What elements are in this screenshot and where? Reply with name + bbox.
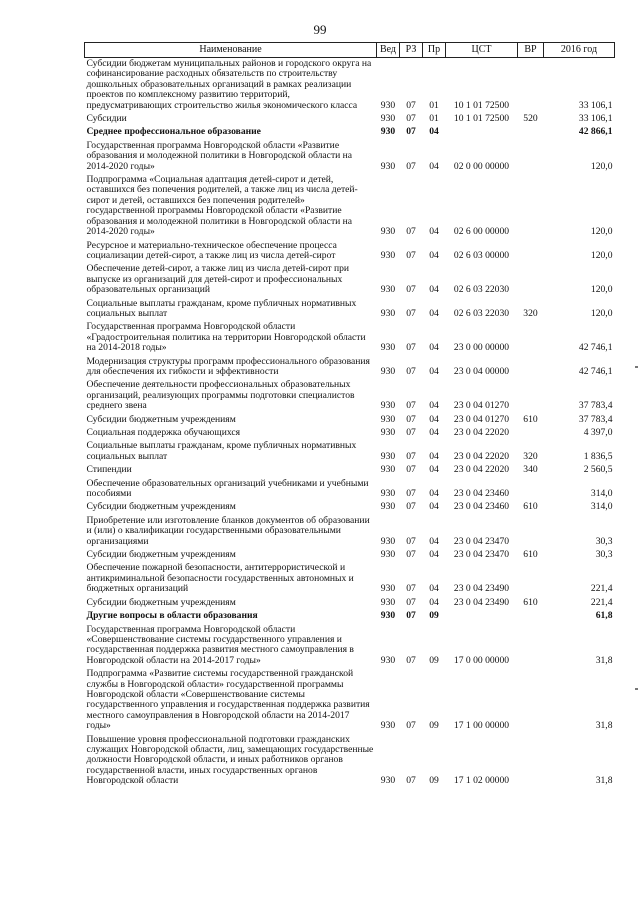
table-header xyxy=(85,43,615,58)
cell-ved: 930 xyxy=(380,413,396,425)
cell-vr xyxy=(518,140,544,174)
cell-ved: 930 xyxy=(380,400,396,412)
cell-cst: 02 6 03 22030 xyxy=(453,307,510,319)
cell-pr: 04 xyxy=(429,160,439,172)
cell-pr: 04 xyxy=(429,583,439,595)
cell-name: Субсидии бюджетным учреждениям xyxy=(86,413,236,425)
cell-cst: 23 0 04 23490 xyxy=(453,583,510,595)
cell-ved: 930 xyxy=(380,464,396,476)
cell-sum: 31,8 xyxy=(595,720,613,732)
cell-ved: 930 xyxy=(380,226,396,238)
cell-name: Субсидии бюджетам муниципальных районов и городского округа на софинансирование расходных обязательств по строительству дошкольных образовательных организаций в рамках реализации проектов по комплексному развитию территорий, предусматривающих строительство жилья экономического класса xyxy=(86,58,372,111)
cell-rz: 07 xyxy=(406,535,416,547)
cell-vr: 610 xyxy=(523,549,538,561)
header-pr: Пр xyxy=(423,43,446,58)
cell-sum: 30,3 xyxy=(595,535,613,547)
cell-sum: 120,0 xyxy=(590,249,613,261)
cell-rz: 07 xyxy=(406,501,416,513)
cell-rz: 07 xyxy=(406,284,416,296)
cell-ved: 930 xyxy=(380,501,396,513)
cell-name: Среднее профессиональное образование xyxy=(86,126,261,138)
cell-rz: 07 xyxy=(406,488,416,500)
cell-ved: 930 xyxy=(380,365,396,377)
cell-vr xyxy=(518,478,544,502)
cell-cst: 10 1 01 72500 xyxy=(453,113,510,125)
page-number: 99 xyxy=(313,22,327,37)
table-row xyxy=(85,58,615,114)
cell-cst: 02 6 03 00000 xyxy=(453,249,510,261)
header-ved: Вед xyxy=(377,43,400,58)
cell-pr: 04 xyxy=(429,464,439,476)
cell-vr: 520 xyxy=(523,113,538,125)
table-row xyxy=(85,610,615,623)
cell-sum: 31,8 xyxy=(595,654,613,666)
table-row xyxy=(85,113,615,126)
cell-vr xyxy=(518,668,544,733)
cell-pr: 04 xyxy=(429,226,439,238)
cell-cst: 17 0 00 00000 xyxy=(453,654,510,666)
table-row xyxy=(85,501,615,514)
cell-vr xyxy=(518,562,544,596)
cell-ved: 930 xyxy=(380,307,396,319)
cell-pr: 01 xyxy=(429,99,439,111)
cell-cst: 23 0 04 23470 xyxy=(453,535,510,547)
cell-cst xyxy=(446,126,518,139)
cell-ved: 930 xyxy=(380,488,396,500)
cell-ved: 930 xyxy=(380,284,396,296)
cell-ved: 930 xyxy=(380,610,396,622)
cell-rz: 07 xyxy=(406,99,416,111)
cell-rz: 07 xyxy=(406,126,416,138)
cell-cst: 23 0 00 00000 xyxy=(453,342,510,354)
cell-vr xyxy=(518,263,544,297)
cell-sum: 314,0 xyxy=(590,488,613,500)
cell-name: Обеспечение деятельности профессиональных образовательных организаций, реализующих программы подготовки специалистов среднего звена xyxy=(86,379,355,412)
cell-vr: 610 xyxy=(523,413,538,425)
cell-cst: 23 0 04 22020 xyxy=(453,427,510,438)
cell-pr: 04 xyxy=(429,365,439,377)
cell-pr: 04 xyxy=(429,284,439,296)
cell-ved: 930 xyxy=(380,113,396,125)
cell-name: Подпрограмма «Социальная адаптация детей-сирот и детей, оставшихся без попечения родителей, а также лиц из числа детей-сирот и детей, оставшихся без попечения родителей» государственной программы Новгородской области «Развитие образования и молодежной политики в Новгородской области на 2014-2020 годы» xyxy=(86,174,358,238)
cell-pr: 04 xyxy=(429,307,439,319)
cell-name: Социальные выплаты гражданам, кроме публичных нормативных социальных выплат xyxy=(86,297,357,319)
cell-vr: 320 xyxy=(523,450,538,462)
cell-sum: 61,8 xyxy=(595,610,613,622)
budget-table xyxy=(84,42,615,789)
cell-cst: 23 0 04 23470 xyxy=(453,549,510,561)
table-row xyxy=(85,298,615,322)
cell-rz: 07 xyxy=(406,113,416,125)
table-row xyxy=(85,562,615,596)
margin-mark xyxy=(635,688,638,690)
table-row xyxy=(85,624,615,669)
cell-sum: 42 746,1 xyxy=(578,342,613,354)
cell-cst: 23 0 04 22020 xyxy=(453,464,510,476)
cell-sum: 4 397,0 xyxy=(583,427,613,438)
cell-rz: 07 xyxy=(406,342,416,354)
cell-pr: 04 xyxy=(429,488,439,500)
cell-vr xyxy=(518,174,544,239)
cell-pr: 09 xyxy=(429,775,439,787)
cell-pr: 04 xyxy=(429,501,439,513)
header-name: Наименование xyxy=(85,43,377,58)
cell-rz: 07 xyxy=(406,413,416,425)
cell-sum: 221,4 xyxy=(590,583,613,595)
cell-sum: 33 106,1 xyxy=(578,99,613,111)
cell-cst: 17 1 02 00000 xyxy=(453,775,510,787)
cell-vr: 320 xyxy=(523,307,538,319)
cell-pr: 04 xyxy=(429,400,439,412)
cell-vr xyxy=(518,624,544,669)
cell-ved: 930 xyxy=(380,775,396,787)
cell-ved: 930 xyxy=(380,535,396,547)
cell-name: Модернизация структуры программ профессионального образования для обеспечения их гибкости и эффективности xyxy=(86,355,370,377)
cell-vr: 610 xyxy=(523,501,538,513)
cell-name: Обеспечение детей-сирот, а также лиц из числа детей-сирот при выпуске из организаций для детей-сирот и профессиональных образовательных организаций xyxy=(86,263,350,296)
table-row xyxy=(85,440,615,464)
cell-rz: 07 xyxy=(406,583,416,595)
cell-pr: 04 xyxy=(429,535,439,547)
cell-sum: 37 783,4 xyxy=(578,400,613,412)
cell-cst: 23 0 04 01270 xyxy=(453,413,510,425)
cell-cst: 23 0 04 23490 xyxy=(453,596,510,608)
margin-mark xyxy=(635,366,638,368)
cell-rz: 07 xyxy=(406,596,416,608)
cell-name: Ресурсное и материально-техническое обеспечение процесса социализации детей-сирот, а также лиц из числа детей-сирот xyxy=(86,239,337,261)
cell-sum: 120,0 xyxy=(590,307,613,319)
cell-sum: 37 783,4 xyxy=(578,413,613,425)
cell-ved: 930 xyxy=(380,160,396,172)
cell-ved: 930 xyxy=(380,549,396,561)
table-row xyxy=(85,263,615,297)
cell-pr: 04 xyxy=(429,126,439,138)
table-row xyxy=(85,240,615,264)
cell-vr: 340 xyxy=(523,464,538,476)
header-rz: РЗ xyxy=(400,43,423,58)
cell-name: Государственная программа Новгородской области «Совершенствование системы государственного управления и государственная поддержка развития местного самоуправления в Новгородской области на 2014-2017 годы» xyxy=(86,623,354,666)
table-row xyxy=(85,174,615,239)
cell-ved: 930 xyxy=(380,99,396,111)
cell-name: Субсидии бюджетным учреждениям xyxy=(86,501,236,513)
cell-name: Обеспечение образовательных организаций учебниками и учебными пособиями xyxy=(86,477,369,500)
cell-vr xyxy=(518,58,544,114)
cell-ved: 930 xyxy=(380,342,396,354)
table-row xyxy=(85,321,615,355)
cell-pr: 04 xyxy=(429,342,439,354)
cell-cst: 23 0 04 23460 xyxy=(453,488,510,500)
cell-rz: 07 xyxy=(406,720,416,732)
cell-sum: 314,0 xyxy=(590,501,613,513)
cell-cst: 23 0 04 22020 xyxy=(453,450,510,462)
cell-rz: 07 xyxy=(406,400,416,412)
header-cst: ЦСТ xyxy=(446,43,518,58)
cell-pr: 09 xyxy=(429,654,439,666)
cell-vr xyxy=(518,356,544,380)
cell-vr xyxy=(518,734,544,789)
cell-pr: 04 xyxy=(429,427,439,438)
cell-rz: 07 xyxy=(406,249,416,261)
table-row xyxy=(85,597,615,610)
cell-rz: 07 xyxy=(406,464,416,476)
cell-sum: 2 560,5 xyxy=(583,464,613,476)
cell-rz: 07 xyxy=(406,549,416,561)
cell-rz: 07 xyxy=(406,610,416,622)
cell-rz: 07 xyxy=(406,307,416,319)
cell-rz: 07 xyxy=(406,654,416,666)
table-row xyxy=(85,464,615,477)
table-row xyxy=(85,668,615,733)
cell-cst xyxy=(446,610,518,623)
cell-rz: 07 xyxy=(406,365,416,377)
cell-rz: 07 xyxy=(406,226,416,238)
cell-name: Субсидии бюджетным учреждениям xyxy=(86,596,236,608)
cell-name: Субсидии xyxy=(86,113,127,125)
cell-pr: 09 xyxy=(429,720,439,732)
cell-name: Стипендии xyxy=(86,464,132,476)
cell-name: Государственная программа Новгородской области «Развитие образования и молодежной политики в Новгородской области на 2014-2020 годы» xyxy=(86,139,353,172)
cell-ved: 930 xyxy=(380,654,396,666)
cell-name: Другие вопросы в области образования xyxy=(86,610,258,622)
cell-cst: 02 6 00 00000 xyxy=(453,226,510,238)
cell-ved: 930 xyxy=(380,720,396,732)
table-body xyxy=(85,58,615,789)
cell-vr xyxy=(518,379,544,413)
cell-rz: 07 xyxy=(406,775,416,787)
cell-name: Приобретение или изготовление бланков документов об образовании и (или) о квалификации государственными образовательными организациями xyxy=(86,514,370,547)
table-row xyxy=(85,515,615,549)
cell-name: Социальная поддержка обучающихся xyxy=(86,427,241,438)
cell-sum: 30,3 xyxy=(595,549,613,561)
table-row xyxy=(85,414,615,427)
cell-name: Субсидии бюджетным учреждениям xyxy=(86,549,236,561)
cell-pr: 04 xyxy=(429,249,439,261)
cell-vr xyxy=(518,321,544,355)
cell-name: Обеспечение пожарной безопасности, антитеррористической и антикриминальной безопасности государственных автономных и бюджетных организаций xyxy=(86,562,354,595)
cell-sum: 33 106,1 xyxy=(578,113,613,125)
cell-vr xyxy=(518,515,544,549)
cell-ved: 930 xyxy=(380,249,396,261)
cell-name: Социальные выплаты гражданам, кроме публичных нормативных социальных выплат xyxy=(86,440,357,462)
table-row xyxy=(85,379,615,413)
cell-pr: 09 xyxy=(429,610,439,622)
cell-pr: 01 xyxy=(429,113,439,125)
cell-pr: 04 xyxy=(429,596,439,608)
cell-cst: 23 0 04 00000 xyxy=(453,365,510,377)
cell-name: Повышение уровня профессиональной подготовки гражданских служащих Новгородской области, лиц, замещающих государственные должности Новгородской области, и иных работников органов государственной власти, иных государственных органов Новгородской области xyxy=(86,733,374,787)
cell-sum: 31,8 xyxy=(595,775,613,787)
cell-cst: 02 6 03 22030 xyxy=(453,284,510,296)
cell-sum: 221,4 xyxy=(590,596,613,608)
cell-pr: 04 xyxy=(429,413,439,425)
table-row xyxy=(85,549,615,562)
cell-rz: 07 xyxy=(406,427,416,438)
cell-sum: 42 866,1 xyxy=(578,126,613,138)
header-year: 2016 год xyxy=(544,43,615,58)
cell-ved: 930 xyxy=(380,596,396,608)
cell-cst: 23 0 04 01270 xyxy=(453,400,510,412)
cell-ved: 930 xyxy=(380,427,396,438)
cell-name: Государственная программа Новгородской области «Градостроительная политика на территории Новгородской области на 2014-2018 годы» xyxy=(86,321,366,354)
cell-cst: 17 1 00 00000 xyxy=(453,720,510,732)
header-row xyxy=(85,43,615,58)
cell-rz: 07 xyxy=(406,160,416,172)
cell-cst: 23 0 04 23460 xyxy=(453,501,510,513)
table-row xyxy=(85,478,615,502)
table-row xyxy=(85,427,615,440)
cell-name: Подпрограмма «Развитие системы государственной гражданской службы в Новгородской области» государственной программы Новгородской области «Совершенствование системы государственного управления и государственная поддержка развития местного самоуправления в Новгородской области на 2014-2017 годы» xyxy=(86,668,370,732)
cell-vr: 610 xyxy=(523,596,538,608)
cell-sum: 120,0 xyxy=(590,226,613,238)
cell-vr xyxy=(518,126,544,139)
table-row xyxy=(85,126,615,139)
cell-pr: 04 xyxy=(429,450,439,462)
cell-vr xyxy=(518,427,544,440)
cell-rz: 07 xyxy=(406,450,416,462)
header-vr: ВР xyxy=(518,43,544,58)
table-row xyxy=(85,356,615,380)
cell-pr: 04 xyxy=(429,549,439,561)
cell-ved: 930 xyxy=(380,583,396,595)
cell-cst: 10 1 01 72500 xyxy=(453,99,510,111)
cell-sum: 1 836,5 xyxy=(583,450,613,462)
cell-vr xyxy=(518,240,544,264)
cell-sum: 42 746,1 xyxy=(578,365,613,377)
cell-sum: 120,0 xyxy=(590,284,613,296)
table-row xyxy=(85,734,615,789)
cell-sum: 120,0 xyxy=(590,160,613,172)
cell-cst: 02 0 00 00000 xyxy=(453,160,510,172)
cell-vr xyxy=(518,610,544,623)
table-row xyxy=(85,140,615,174)
cell-ved: 930 xyxy=(380,126,396,138)
cell-ved: 930 xyxy=(380,450,396,462)
